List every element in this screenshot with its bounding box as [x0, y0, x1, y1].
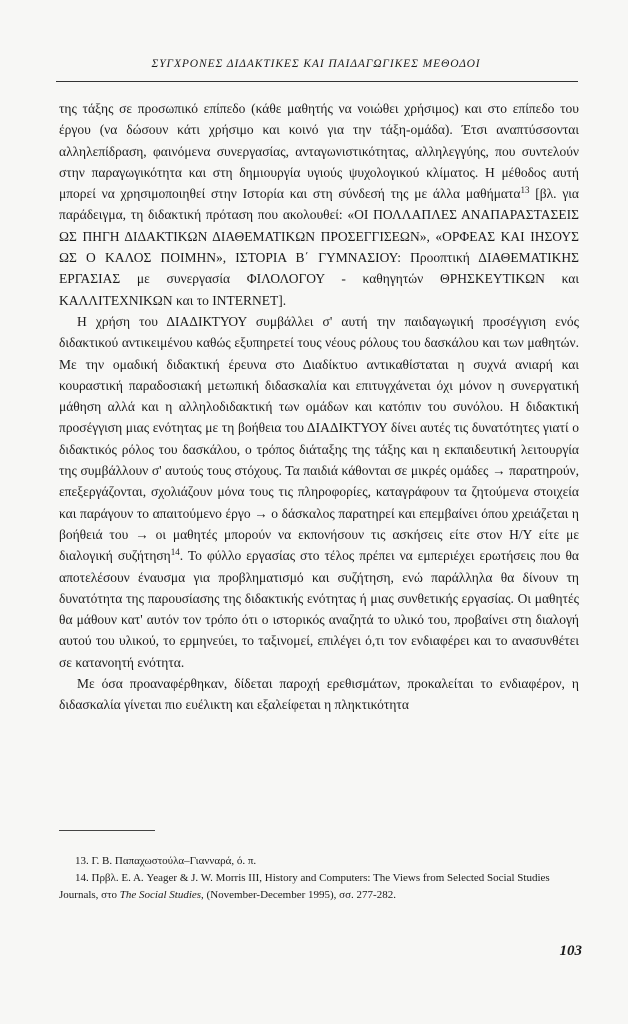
- paragraph-2-text-a: Η χρήση του ΔΙΑΔΙΚΤΥΟΥ συμβάλλει σ' αυτή την παιδαγωγική προσέγγιση ενός διδακτικού αντικειμένου καθώς εξυπηρετεί τους νέους ρόλους του δασκάλου και των μαθητών. Με την ομαδική διδακτική έρευνα στο Διαδίκτυο αντικαθίσταται η συχνά ανιαρή και κουραστική παραδοσιακή μετωπική διδασκαλία και επιτυγχάνεται όχι μόνον η συνεργατική μάθηση αλλά και η αλληλοδιδακτική των ομάδων και κατόπιν του συνόλου. Η διδακτική προσέγγιση μιας ενότητας με τη βοήθεια του ΔΙΑΔΙΚΤΥΟΥ δίνει αυτές τις δυνατότητες γιατί ο διδακτικός ρόλος του δασκάλου, ο τρόπος διάταξης της τάξης και η εκπαιδευτική λειτουργία της συμβάλλουν σ' αυτούς τους στόχους. Τα παιδιά κάθονται σε μικρές ομάδες → παρατηρούν, επεξεργάζονται, σχολιάζουν μόνα τους τις πληροφορίες, καταγράφουν τα ζητούμενα στοιχεία και παράγουν το απαιτούμενο έργο → ο δάσκαλος παρατηρεί και επεμβαίνει όπου χρειάζεται η βοήθειά του → οι μαθητές μπορούν να εκπονήσουν τις ασκήσεις είτε στον Η/Υ είτε με διαλογική συζήτηση: [59, 313, 579, 564]
- page-number: 103: [559, 943, 582, 959]
- paragraph-1: [59, 98, 579, 311]
- paragraph-3: Με όσα προαναφέρθηκαν, δίδεται παροχή ερεθισμάτων, προκαλείται το ενδιαφέρον, η διδασκαλία γίνεται πιο ευέλικτη και εξαλείφεται η πληκτικότητα: [59, 676, 579, 713]
- paragraph-1-text-a: της τάξης σε προσωπικό επίπεδο (κάθε μαθητής να νοιώθει χρήσιμος) και στο επίπεδο του έργου (να δώσουν κάτι χρήσιμο και κοινό για την τάξη-ομάδα). Έτσι αναπτύσσονται αλληλεπίδραση, φαινόμενα συνεργασίας, ανταγωνιστικότητας, αλληλεγγύης, που συντελούν στην παραγωγικότητα και στη δημιουργία υγιούς ψυχολογικού κλίματος. Η μέθοδος αυτή μπορεί να χρησιμοποιηθεί στην Ιστορία και στη σύνδεσή της με άλλα μαθήματα: [59, 101, 579, 202]
- footnote-14-text-b: , (November-December 1995), σσ. 277-282.: [201, 889, 396, 901]
- footnote-ref-13[interactable]: 13: [520, 185, 530, 196]
- footnote-ref-14[interactable]: 14: [170, 547, 180, 558]
- running-title: ΣΥΓΧΡΟΝΕΣ ΔΙΔΑΚΤΙΚΕΣ ΚΑΙ ΠΑΙΔΑΓΩΓΙΚΕΣ ΜΕΘΟΔΟΙ: [151, 58, 481, 70]
- main-text: [59, 98, 579, 716]
- header-rule: [56, 81, 578, 82]
- paragraph-2-text-b: . Το φύλλο εργασίας στο τέλος πρέπει να εμπεριέχει ερωτήσεις που θα αποτελέσουν έναυσμα για προβληματισμό και συζήτηση, ενώ παράλληλα θα δίνουν τη δυνατότητα της παρουσίασης της διδακτικής ενότητας ή μιας συνθετικής εργασίας. Οι μαθητές θα μάθουν κατ' αυτόν τον τρόπο ότι ο ιστορικός αναζητά το υλικό του, προβαίνει στη διαλογή αυτού του υλικού, το ερμηνεύει, το ταξινομεί, επιλέγει ό,τι τον ενδιαφέρει και το ανασυνθέτει σε κατανοητή ενότητα.: [59, 548, 579, 670]
- footnote-13: 13. Γ. Β. Παπαχωστούλα–Γιανναρά, ό. π.: [75, 855, 257, 867]
- paragraph-1-text-b: [βλ. για παράδειγμα, τη διδακτική πρόταση που ακολουθεί: «ΟΙ ΠΟΛΛΑΠΛΕΣ ΑΝΑΠΑΡΑΣΤΑΣΕΙΣ ΩΣ ΠΗΓΗ ΔΙΔΑΚΤΙΚΩΝ ΔΙΑΘΕΜΑΤΙΚΩΝ ΠΡΟΣΕΓΓΙΣΕΩΝ», «ΟΡΦΕΑΣ ΚΑΙ ΙΗΣΟΥΣ ΩΣ Ο ΚΑΛΟΣ ΠΟΙΜΗΝ», ΙΣΤΟΡΙΑ Β΄ ΓΥΜΝΑΣΙΟΥ: Προοπτική ΔΙΑΘΕΜΑΤΙΚΗΣ ΕΡΓΑΣΙΑΣ με συνεργασία ΦΙΛΟΛΟΓΟΥ - καθηγητών ΘΡΗΣΚΕΥΤΙΚΩΝ και ΚΑΛΛΙΤΕΧΝΙΚΩΝ και το INTERNET].: [59, 186, 579, 308]
- footnote-14-journal-title: The Social Studies: [119, 889, 202, 901]
- footnote-14: [59, 870, 579, 904]
- paragraph-2: [59, 311, 579, 673]
- footnote-14-text-a: 14. Πρβλ. Ε. Α. Yeager & J. W. Morris III, History and Computers: The Views from Selected Social Studies Journals, στο: [59, 872, 550, 901]
- footnotes: [59, 853, 579, 904]
- footnote-rule: [59, 830, 155, 831]
